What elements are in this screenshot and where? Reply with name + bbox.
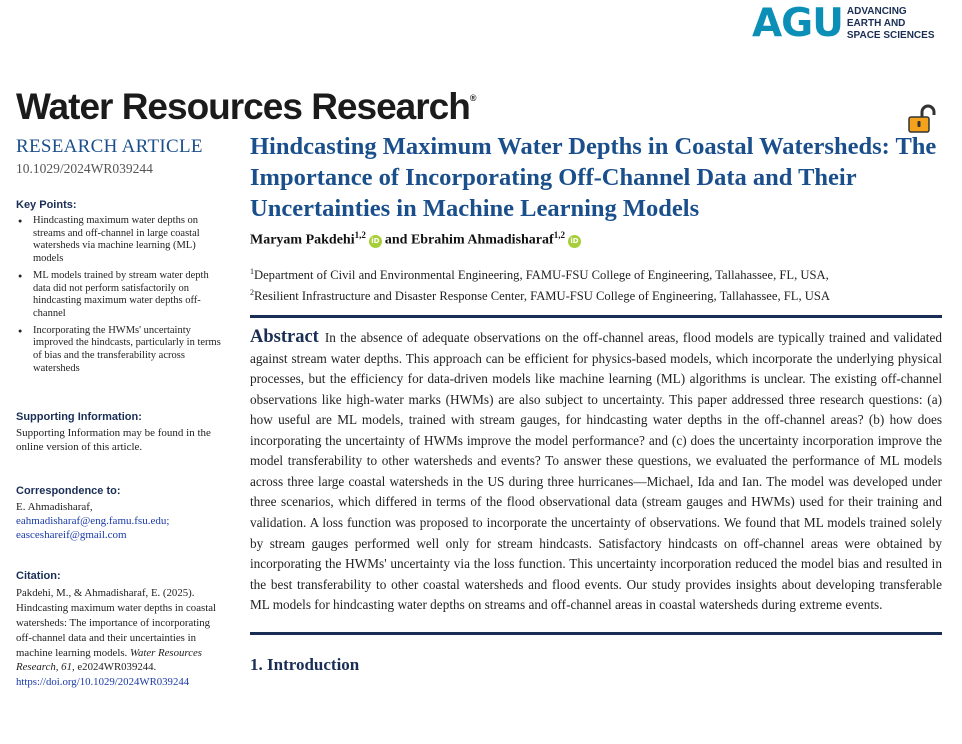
article-doi[interactable]: 10.1029/2024WR039244 xyxy=(16,161,153,176)
affiliations xyxy=(250,263,942,305)
citation-id: e2024WR039244. xyxy=(77,661,157,674)
sidebar xyxy=(16,136,228,690)
key-point: ● ML models trained by stream water depth data did not perform satisfactorily on hindcasting maximum water depths off-channel xyxy=(16,270,228,321)
agu-logo-mark: AGU xyxy=(752,1,843,46)
correspondence xyxy=(16,485,228,542)
agu-tagline-line: SPACE SCIENCES xyxy=(846,30,935,41)
affiliation-number: 2 xyxy=(250,287,254,297)
citation-journal: Water Resources Research, 61, xyxy=(16,646,203,674)
citation-body: Pakdehi, M., & Ahmadisharaf, E. (2025). Hindcasting maximum water depths in coastal watersheds: The importance of incorporating off-channel data and their uncertainties in machine learning models. xyxy=(16,587,216,659)
key-point: ● Incorporating the HWMs' uncertainty improved the hindcasts, particularly in terms of bias and the transferability across watersheds xyxy=(16,325,228,376)
agu-logo[interactable] xyxy=(752,1,935,46)
divider xyxy=(250,632,942,635)
citation xyxy=(16,570,228,690)
affiliation xyxy=(250,263,942,284)
divider xyxy=(250,315,942,318)
supporting-text: Supporting Information may be found in the online version of this article. xyxy=(16,427,211,454)
key-point: ● Hindcasting maximum water depths on streams and off-channel in large coastal watersheds via machine learning (ML) models xyxy=(16,215,228,266)
correspondence-email[interactable]: easceshareif@gmail.com xyxy=(16,528,127,541)
orcid-icon[interactable]: iD xyxy=(568,235,581,248)
open-access-lock-icon[interactable] xyxy=(907,104,941,134)
author-name[interactable]: Ebrahim Ahmadisharaf xyxy=(410,232,554,248)
affiliation-number: 1 xyxy=(250,266,254,276)
journal-title xyxy=(16,86,475,128)
supporting-info xyxy=(16,411,228,455)
registered-mark: ® xyxy=(469,93,476,103)
affiliation xyxy=(250,284,942,305)
author-affiliation-sup: 1,2 xyxy=(354,230,366,240)
agu-tagline-line: ADVANCING xyxy=(846,6,907,17)
citation-heading: Citation: xyxy=(16,570,61,583)
correspondence-heading: Correspondence to: xyxy=(16,485,121,498)
correspondence-email[interactable]: eahmadisharaf@eng.famu.fsu.edu; xyxy=(16,514,170,527)
agu-tagline xyxy=(847,6,935,42)
author-join: and xyxy=(384,232,408,248)
article-main xyxy=(250,131,942,675)
agu-tagline-line: EARTH AND xyxy=(846,18,906,29)
affiliation-text: Resilient Infrastructure and Disaster Response Center, FAMU-FSU College of Engineering, Tallahassee, FL, USA xyxy=(254,289,830,304)
author-affiliation-sup: 1,2 xyxy=(553,230,565,240)
author-name[interactable]: Maryam Pakdehi xyxy=(250,232,355,248)
article-title: Hindcasting Maximum Water Depths in Coastal Watersheds: The Importance of Incorporating Off-Channel Data and Their Uncertainties in Machine Learning Models xyxy=(250,133,937,222)
citation-text xyxy=(16,586,228,690)
abstract-text: In the absence of adequate observations on the off-channel areas, flood models are typically trained and validated against stream water depths. This approach can be efficient for physics-based models, which incorporate the underlying physical processes, but the efficiency for data-driven models like machine learning (ML) algorithms is unclear. The existing off-channel observations like high-water marks (HWMs) are also subject to uncertainty. This paper addressed three research questions: (a) how useful are ML models, trained with stream gauges, for hindcasting water depths in the off-channel areas? (b) how does incorporating the uncertainty of HWMs improve the model performance? and (c) does the uncertainty incorporation improve the model transferability to other watersheds and events? To answer these questions, we evaluated the performance of ML models across three large coastal watersheds in the US during three hurricanes—Michael, Ida and Ian. The model was developed under three scenarios, which differed in terms of the flood observational data (stream gauges and HWMs) used for their training and validation. A loss function was proposed to incorporate the uncertainty of observations. We found that ML models trained solely by stream gauges performed well only for stream hindcasts. Satisfactory hindcasts on off-channel areas were obtained by incorporating the HWMs' uncertainty via the loss function. This uncertainty incorporation reduced the model bias and resulted in the best transferability to other coastal watersheds and flood events. Our study provides insights about developing transferable ML models for hindcasting water depths on streams and off-channel areas in coastal watersheds during extreme events. xyxy=(250,330,942,613)
key-points-list xyxy=(16,215,228,375)
supporting-heading: Supporting Information: xyxy=(16,411,142,424)
abstract-heading: Abstract xyxy=(250,327,319,348)
affiliation-text: Department of Civil and Environmental Engineering, FAMU-FSU College of Engineering, Tallahassee, FL, USA, xyxy=(254,267,829,282)
correspondence-name: E. Ahmadisharaf, xyxy=(16,501,93,514)
section-heading-introduction: 1. Introduction xyxy=(250,654,360,674)
key-points-heading: Key Points: xyxy=(16,199,77,211)
author-list xyxy=(250,230,942,249)
journal-name: Water Resources Research xyxy=(16,86,470,127)
key-points xyxy=(16,199,228,375)
orcid-icon[interactable]: iD xyxy=(369,235,382,248)
citation-doi-link[interactable]: https://doi.org/10.1029/2024WR039244 xyxy=(16,676,190,689)
abstract xyxy=(250,327,942,616)
article-type: RESEARCH ARTICLE xyxy=(16,136,203,157)
